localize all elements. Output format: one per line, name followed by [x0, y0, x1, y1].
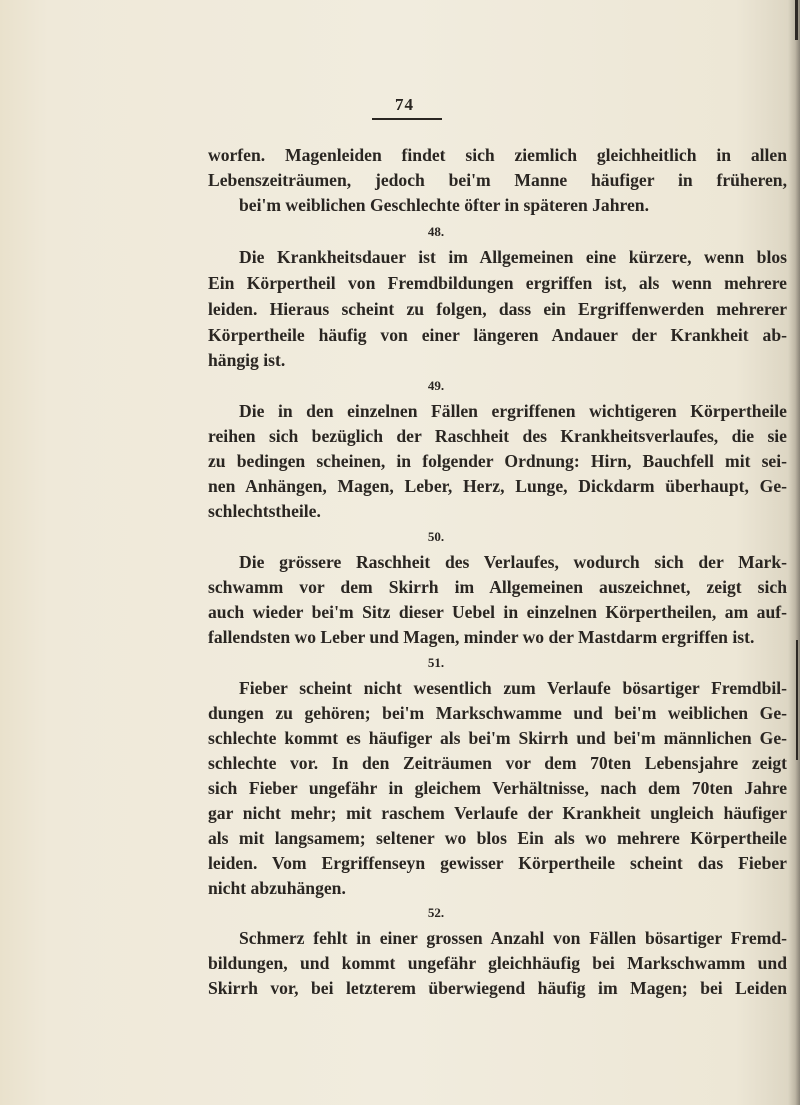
edge-mark: [795, 0, 798, 40]
section-number: 52.: [427, 905, 445, 920]
section-number: 50.: [427, 529, 445, 544]
text-line: nen Anhängen, Magen, Leber, Herz, Lunge, Dickdarm überhaupt, Ge-: [208, 476, 787, 496]
text-line: leiden. Hieraus scheint zu folgen, dass ein Ergriffenwerden mehrerer: [208, 299, 787, 319]
text-line: Lebenszeiträumen, jedoch bei'm Manne häufiger in früheren,: [208, 170, 787, 190]
text-line: schlechte kommt es häufiger als bei'm Skirrh und bei'm männlichen Ge-: [208, 728, 787, 748]
text-line: reihen sich bezüglich der Raschheit des Krankheitsverlaufes, die sie: [208, 426, 787, 446]
text-line: zu bedingen scheinen, in folgender Ordnung: Hirn, Bauchfell mit sei-: [208, 451, 787, 471]
section-number: 48.: [427, 224, 445, 239]
page-number-rule: [372, 118, 442, 120]
section-number: 51.: [427, 655, 445, 670]
text-line: schlechtstheile.: [208, 501, 321, 521]
text-line: Die grössere Raschheit des Verlaufes, wodurch sich der Mark-: [239, 552, 787, 572]
text-line: dungen zu gehören; bei'm Markschwamme und bei'm weiblichen Ge-: [208, 703, 787, 723]
text-line: fallendsten wo Leber und Magen, minder wo der Mastdarm ergriffen ist.: [208, 627, 755, 647]
text-line: Fieber scheint nicht wesentlich zum Verlaufe bösartiger Fremdbil-: [239, 678, 787, 698]
text-line: sich Fieber ungefähr in gleichem Verhältnisse, nach dem 70ten Jahre: [208, 778, 787, 798]
text-line: Körpertheile häufig von einer längeren Andauer der Krankheit ab-: [208, 325, 787, 345]
text-line: bildungen, und kommt ungefähr gleichhäufig bei Markschwamm und: [208, 953, 787, 973]
page-number: 74: [395, 95, 414, 114]
text-line: Ein Körpertheil von Fremdbildungen ergriffen ist, als wenn mehrere: [208, 273, 787, 293]
text-line: auch wieder bei'm Sitz dieser Uebel in einzelnen Körpertheilen, am auf-: [208, 602, 787, 622]
text-line: Die Krankheitsdauer ist im Allgemeinen eine kürzere, wenn blos: [239, 247, 787, 267]
text-line: nicht abzuhängen.: [208, 878, 346, 898]
text-line: worfen. Magenleiden findet sich ziemlich gleichheitlich in allen: [208, 145, 787, 165]
text-line: Schmerz fehlt in einer grossen Anzahl von Fällen bösartiger Fremd-: [239, 928, 787, 948]
text-line: bei'm weiblichen Geschlechte öfter in späteren Jahren.: [239, 195, 649, 215]
page-edge-shadow: [788, 0, 800, 1105]
section-number: 49.: [427, 378, 445, 393]
text-line: leiden. Vom Ergriffenseyn gewisser Körpertheile scheint das Fieber: [208, 853, 787, 873]
text-line: schwamm vor dem Skirrh im Allgemeinen auszeichnet, zeigt sich: [208, 577, 787, 597]
text-line: hängig ist.: [208, 350, 286, 370]
text-line: schlechte vor. In den Zeiträumen vor dem 70ten Lebensjahre zeigt: [208, 753, 787, 773]
text-line: gar nicht mehr; mit raschem Verlaufe der Krankheit ungleich häufiger: [208, 803, 787, 823]
text-line: Die in den einzelnen Fällen ergriffenen wichtigeren Körpertheile: [239, 401, 787, 421]
text-line: Skirrh vor, bei letzterem überwiegend häufig im Magen; bei Leiden: [208, 978, 787, 998]
text-line: als mit langsamem; seltener wo blos Ein als wo mehrere Körpertheile: [208, 828, 787, 848]
